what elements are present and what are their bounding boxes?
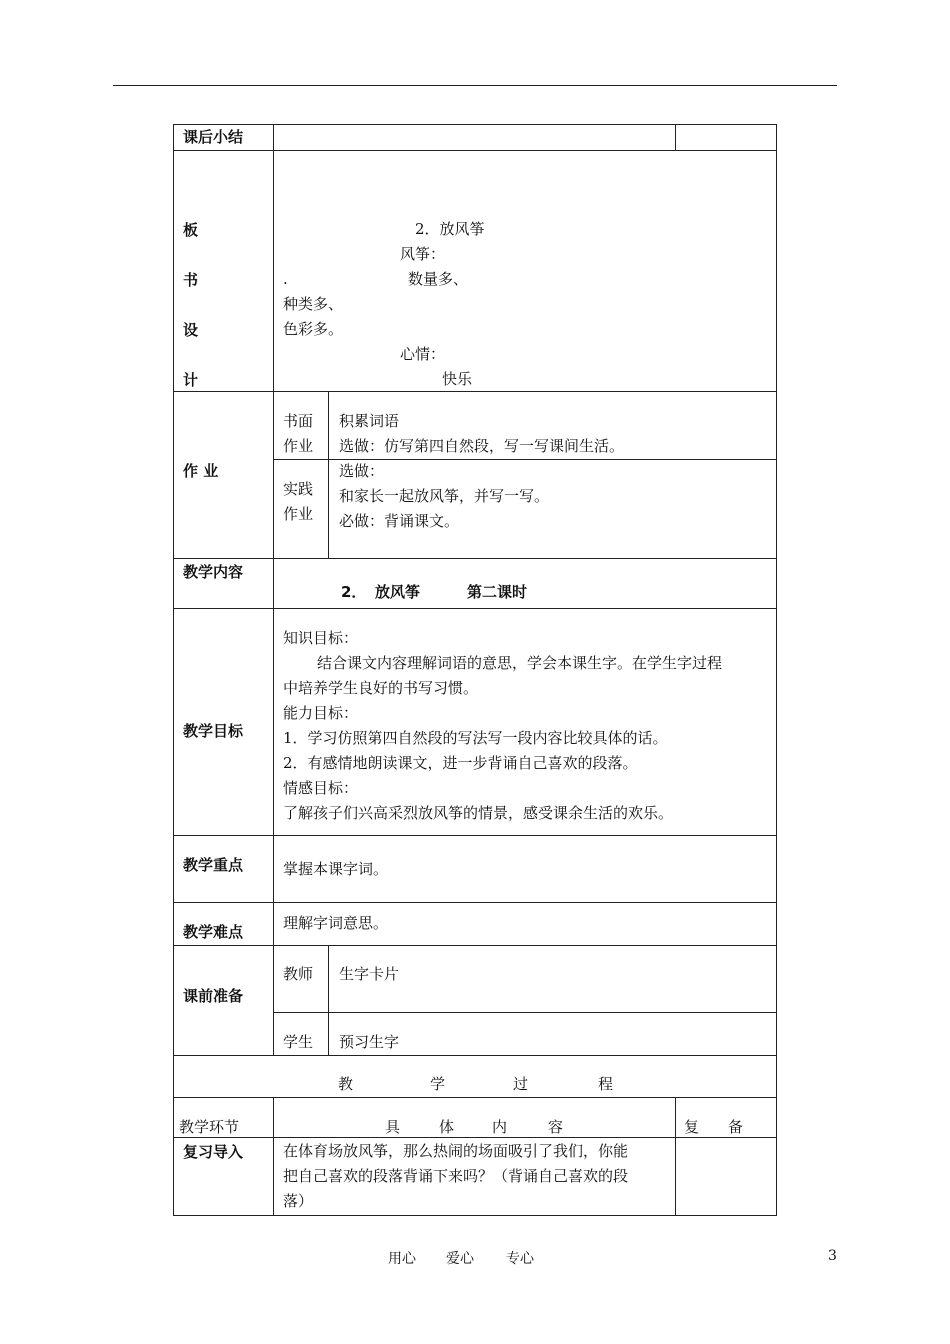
goal-line: 情感目标：: [283, 779, 359, 797]
col-content-header-char: 具: [385, 1118, 401, 1136]
board-label-char: 计: [183, 371, 199, 389]
board-line: .: [283, 270, 288, 288]
goal-line: 能力目标：: [283, 704, 359, 722]
row-divider: [173, 391, 777, 392]
col-divider: [675, 1097, 676, 1215]
difficulties-label: 教学难点: [183, 923, 244, 941]
board-line: 色彩多。: [283, 320, 344, 338]
key-points-text: 掌握本课字词。: [283, 860, 389, 878]
key-points-label: 教学重点: [183, 856, 244, 874]
board-line: 快乐: [442, 370, 473, 388]
row-divider: [173, 945, 777, 946]
practice-homework-label: 实践: [283, 480, 314, 498]
student-role: 学生: [283, 1033, 314, 1051]
header-rule: [113, 85, 837, 86]
col-content-header-char: 容: [548, 1118, 564, 1136]
lesson-period: 第二课时: [467, 583, 528, 601]
row-divider: [273, 1012, 777, 1013]
table-border-top: [173, 124, 777, 125]
board-line: 2．放风筝: [415, 220, 485, 238]
row-divider: [173, 1055, 777, 1056]
col-divider: [273, 124, 274, 1055]
practice-homework-text: 和家长一起放风筝，并写一写。: [339, 487, 550, 505]
row-divider: [173, 608, 777, 609]
col-content-header-char: 体: [439, 1118, 455, 1136]
row-divider: [173, 558, 777, 559]
process-heading-char: 教: [338, 1075, 354, 1093]
homework-label: 作 业: [183, 462, 219, 480]
review-intro-line: 在体育场放风筝，那么热闹的场面吸引了我们，你能: [283, 1142, 629, 1160]
board-line: 风筝：: [400, 245, 446, 263]
goal-line: 了解孩子们兴高采烈放风筝的情景，感受课余生活的欢乐。: [283, 804, 674, 822]
student-item: 预习生字: [339, 1033, 400, 1051]
col-divider: [675, 124, 676, 151]
goals-label: 教学目标: [183, 722, 244, 740]
footer-motto: 专心: [506, 1251, 534, 1267]
difficulties-text: 理解字词意思。: [283, 914, 389, 932]
col-divider: [273, 1097, 274, 1215]
table-border-left: [173, 124, 174, 1216]
table-border-bottom: [173, 1215, 777, 1216]
footer-motto: 用心: [388, 1251, 416, 1267]
practice-homework-text: 必做：背诵课文。: [339, 512, 460, 530]
teacher-role: 教师: [283, 965, 314, 983]
summary-label: 课后小结: [183, 128, 244, 146]
written-homework-label: 作业: [283, 437, 314, 455]
row-divider: [173, 150, 777, 151]
review-intro-label: 复习导入: [183, 1143, 244, 1161]
review-intro-line: 落）: [283, 1192, 314, 1210]
goal-line: 知识目标：: [283, 629, 359, 647]
process-heading-char: 过: [513, 1075, 529, 1093]
board-line: 数量多、: [408, 270, 469, 288]
goal-line: 2．有感情地朗读课文，进一步背诵自己喜欢的段落。: [283, 754, 638, 772]
written-homework-text: 选做：仿写第四自然段，写一写课间生活。: [339, 437, 625, 455]
written-homework-label: 书面: [283, 412, 314, 430]
page-number: 3: [828, 1248, 837, 1264]
col-stage-header: 教学环节: [179, 1118, 240, 1136]
board-label-char: 设: [183, 321, 199, 339]
written-homework-text: 积累词语: [339, 412, 400, 430]
col-divider: [328, 391, 329, 558]
content-label: 教学内容: [183, 563, 244, 581]
process-heading-char: 程: [598, 1075, 614, 1093]
practice-homework-label: 作业: [283, 505, 314, 523]
row-divider: [173, 902, 777, 903]
teacher-item: 生字卡片: [339, 965, 400, 983]
col-review-header-char: 备: [728, 1118, 744, 1136]
goal-line: 1．学习仿照第四自然段的写法写一段内容比较具体的话。: [283, 729, 668, 747]
col-content-header-char: 内: [492, 1118, 508, 1136]
table-border-right: [776, 124, 777, 1216]
review-intro-line: 把自己喜欢的段落背诵下来吗？（背诵自己喜欢的段: [283, 1167, 629, 1185]
board-line: 种类多、: [283, 295, 344, 313]
goal-line: 中培养学生良好的书写习惯。: [283, 679, 479, 697]
board-label-char: 板: [183, 221, 199, 239]
lesson-number: 2．: [341, 583, 367, 601]
practice-homework-text: 选做：: [339, 462, 385, 480]
process-heading-char: 学: [430, 1075, 446, 1093]
footer-motto: 爱心: [446, 1251, 474, 1267]
goal-line: 结合课文内容理解词语的意思，学会本课生字。在学生字过程: [317, 654, 723, 672]
row-divider: [173, 835, 777, 836]
lesson-title: 放风筝: [375, 583, 421, 601]
col-divider: [328, 945, 329, 1055]
row-divider: [173, 1097, 777, 1098]
col-review-header-char: 复: [684, 1118, 700, 1136]
board-line: 心情：: [400, 345, 446, 363]
board-label-char: 书: [183, 271, 199, 289]
preparation-label: 课前准备: [183, 987, 244, 1005]
